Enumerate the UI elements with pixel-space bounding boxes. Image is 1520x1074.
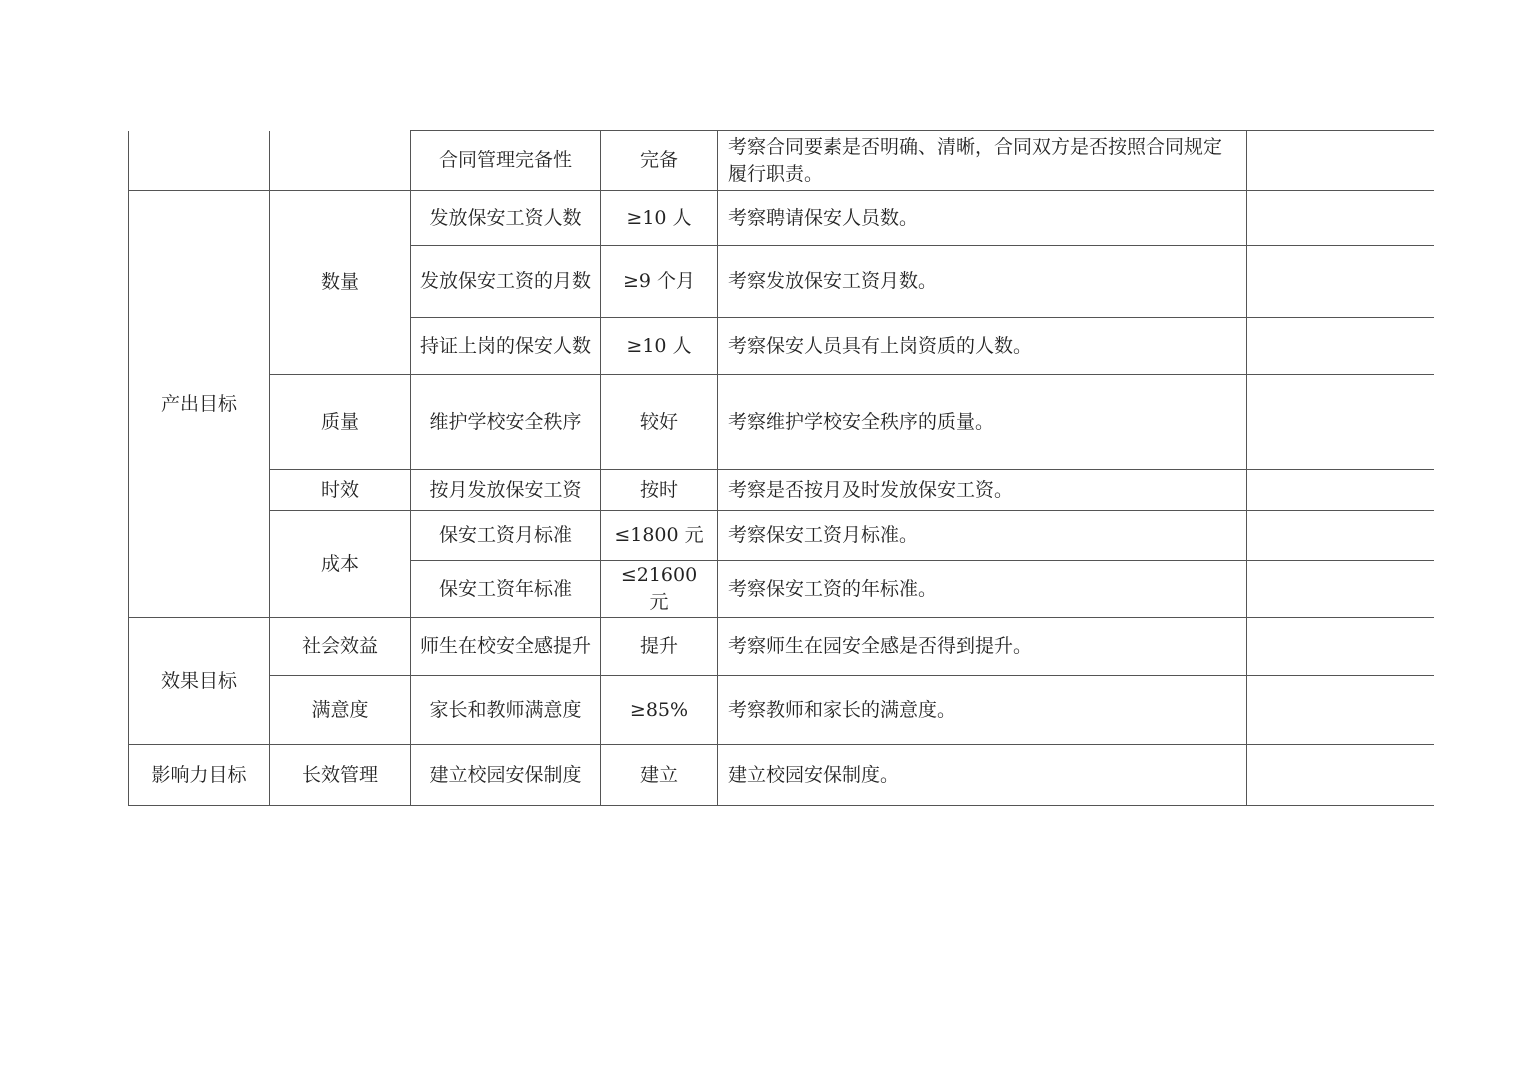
value-cell: ≤1800 元 <box>601 511 718 561</box>
description-cell: 考察合同要素是否明确、清晰，合同双方是否按照合同规定履行职责。 <box>718 131 1247 191</box>
indicator-cell: 保安工资年标准 <box>411 561 601 618</box>
second-level-target-cell: 长效管理 <box>270 745 411 806</box>
indicator-cell: 按月发放保安工资 <box>411 470 601 511</box>
description-cell: 考察是否按月及时发放保安工资。 <box>718 470 1247 511</box>
table-cell-empty <box>1247 246 1434 318</box>
value-cell: 完备 <box>601 131 718 191</box>
description-cell: 考察维护学校安全秩序的质量。 <box>718 375 1247 470</box>
description-cell: 考察发放保安工资月数。 <box>718 246 1247 318</box>
value-cell: ≥9 个月 <box>601 246 718 318</box>
value-cell: 建立 <box>601 745 718 806</box>
first-level-target-cell: 效果目标 <box>129 618 270 745</box>
second-level-target-cell: 质量 <box>270 375 411 470</box>
value-cell: ≥85% <box>601 676 718 745</box>
table-cell-empty <box>1247 375 1434 470</box>
second-level-target-cell: 社会效益 <box>270 618 411 676</box>
second-level-target-cell: 数量 <box>270 191 411 375</box>
value-cell: 较好 <box>601 375 718 470</box>
table-cell-empty <box>129 131 270 191</box>
performance-target-table <box>128 130 1434 806</box>
first-level-target-cell: 产出目标 <box>129 191 270 618</box>
second-level-target-cell: 满意度 <box>270 676 411 745</box>
table-cell-empty <box>1247 191 1434 246</box>
table-cell-empty <box>1247 745 1434 806</box>
table-cell-empty <box>1247 470 1434 511</box>
second-level-target-cell: 时效 <box>270 470 411 511</box>
table-cell-empty <box>1247 561 1434 618</box>
value-cell: ≤21600 元 <box>601 561 718 618</box>
table-cell-empty <box>1247 618 1434 676</box>
description-cell: 考察教师和家长的满意度。 <box>718 676 1247 745</box>
table-row <box>129 191 1434 246</box>
table-row <box>129 375 1434 470</box>
table-row <box>129 618 1434 676</box>
description-cell: 考察聘请保安人员数。 <box>718 191 1247 246</box>
value-cell: ≥10 人 <box>601 318 718 375</box>
indicator-cell: 家长和教师满意度 <box>411 676 601 745</box>
indicator-cell: 师生在校安全感提升 <box>411 618 601 676</box>
indicator-cell: 维护学校安全秩序 <box>411 375 601 470</box>
description-cell: 考察师生在园安全感是否得到提升。 <box>718 618 1247 676</box>
value-cell: 提升 <box>601 618 718 676</box>
indicator-cell: 持证上岗的保安人数 <box>411 318 601 375</box>
indicator-cell: 发放保安工资的月数 <box>411 246 601 318</box>
value-cell: 按时 <box>601 470 718 511</box>
table-row <box>129 131 1434 191</box>
table-cell-empty <box>270 131 411 191</box>
table-row <box>129 676 1434 745</box>
description-cell: 考察保安人员具有上岗资质的人数。 <box>718 318 1247 375</box>
description-cell: 建立校园安保制度。 <box>718 745 1247 806</box>
table-cell-empty <box>1247 676 1434 745</box>
table-cell-empty <box>1247 511 1434 561</box>
second-level-target-cell: 成本 <box>270 511 411 618</box>
table-row <box>129 470 1434 511</box>
indicator-cell: 保安工资月标准 <box>411 511 601 561</box>
table-row <box>129 745 1434 806</box>
table-cell-empty <box>1247 318 1434 375</box>
indicator-cell: 合同管理完备性 <box>411 131 601 191</box>
indicator-cell: 发放保安工资人数 <box>411 191 601 246</box>
value-cell: ≥10 人 <box>601 191 718 246</box>
description-cell: 考察保安工资的年标准。 <box>718 561 1247 618</box>
table-cell-empty <box>1247 131 1434 191</box>
description-cell: 考察保安工资月标准。 <box>718 511 1247 561</box>
first-level-target-cell: 影响力目标 <box>129 745 270 806</box>
table-row <box>129 511 1434 561</box>
indicator-cell: 建立校园安保制度 <box>411 745 601 806</box>
